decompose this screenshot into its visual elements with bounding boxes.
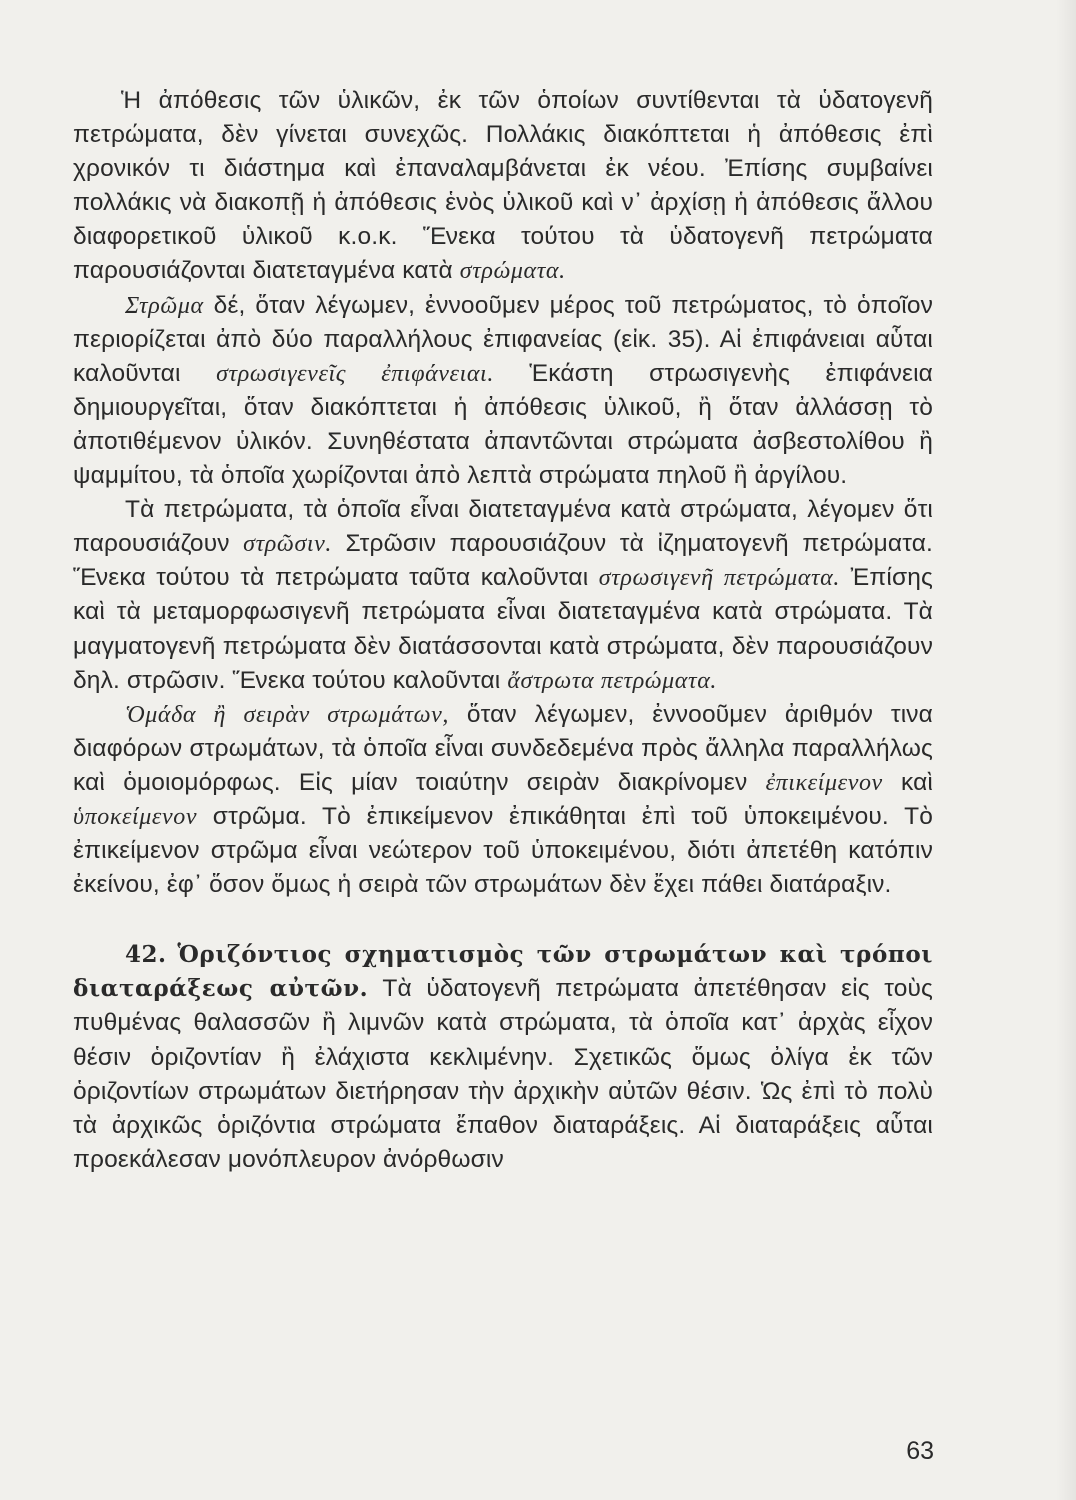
paragraph-text: Τὰ πετρώματα, τὰ ὁποῖα εἶναι διατεταγμένα κατὰ στρώματα, λέγομεν ὅτι παρουσιάζουν	[73, 496, 933, 558]
term-stratum: Στρῶμα	[125, 292, 204, 319]
term-stratification: στρῶσιν.	[243, 531, 333, 558]
page-number: 63	[906, 1437, 934, 1465]
section-paragraph	[73, 938, 933, 1177]
scan-shadow	[1056, 0, 1076, 1500]
paragraph-text: ὅταν λέγωμεν, ἐννοοῦμεν ἀριθμόν τινα διαφόρων στρωμάτων, τὰ ὁποῖα εἶναι συνδεδεμένα πρὸς ἄλληλα παραλλήλως καὶ ὁμοιομόρφως. Εἰς μίαν τοιαύτην σειρὰν διακρίνομεν	[73, 700, 933, 796]
paragraph-deposition	[73, 84, 933, 289]
paragraph-text: δέ, ὅταν λέγωμεν, ἐννοοῦμεν μέρος τοῦ πετρώματος, τὸ ὁποῖον περιορίζεται ἀπὸ δύο παραλλήλους ἐπιφανείας (εἰκ. 35). Αἱ ἐπιφάνειαι αὗται καλοῦνται	[73, 291, 933, 387]
paragraph-stratification	[73, 493, 933, 698]
paragraph-text: καὶ	[882, 768, 933, 796]
term-unstratified-rocks: ἄστρωτα πετρώματα.	[507, 667, 717, 694]
section-number: 42.	[125, 941, 167, 969]
paragraph-text: Ἐπίσης καὶ τὰ μεταμορφωσιγενῆ πετρώματα εἶναι διατεταγμένα κατὰ στρώματα. Τὰ μαγματογενῆ πετρώματα δὲν διατάσσονται κατὰ στρώματα, δὲν παρουσιάζουν δηλ. στρῶσιν. Ἕνεκα τούτου καλοῦνται	[73, 564, 933, 694]
paragraph-stratum	[73, 289, 933, 494]
paragraph-text: στρῶμα. Τὸ ἐπικείμενον ἐπικάθηται ἐπὶ τοῦ ὑποκειμένου. Τὸ ἐπικείμενον στρῶμα εἶναι νεώτερον τοῦ ὑποκειμένου, διότι ἀπετέθη κατόπιν ἐκείνου, ἐφ᾽ ὅσον ὅμως ἡ σειρὰ τῶν στρωμάτων δὲν ἔχει πάθει διατάραξιν.	[73, 802, 933, 899]
paragraph-text: Στρῶσιν παρουσιάζουν τὰ ἰζηματογενῆ πετρώματα. Ἕνεκα τούτου τὰ πετρώματα ταῦτα καλοῦνται	[73, 530, 933, 592]
paragraph-series	[73, 698, 933, 903]
term-underlying: ὑποκείμενον	[73, 803, 198, 830]
section-body: Τὰ ὑδατογενῆ πετρώματα ἀπετέθησαν εἰς τοὺς πυθμένας θαλασσῶν ἢ λιμνῶν κατὰ στρώματα, τὰ ὁποῖα κατ᾽ ἀρχὰς εἶχον θέσιν ὁριζοντίαν ἢ ἐλάχιστα κεκλιμένην. Σχετικῶς ὅμως ὀλίγα ἐκ τῶν ὁριζοντίων στρωμάτων διετήρησαν τὴν ἀρχικὴν αὐτῶν θέσιν. Ὡς ἐπὶ τὸ πολὺ τὰ ἀρχικῶς ὁριζόντια στρώματα ἔπαθον διαταράξεις. Αἱ διαταράξεις αὗται προεκάλεσαν μονόπλευρον ἀνόρθωσιν	[73, 975, 933, 1173]
term-overlying: ἐπικείμενον	[765, 769, 883, 796]
term-stratified-rocks: στρωσιγενῆ πετρώματα.	[598, 565, 840, 592]
body-text	[73, 84, 933, 1177]
section-42	[73, 938, 933, 1177]
paragraph-text: Ἑκάστη στρωσιγενὴς ἐπιφάνεια δημιουργεῖται, ὅταν διακόπτεται ἡ ἀπόθεσις ὑλικοῦ, ἢ ὅταν ἀλλάσσῃ τὸ ἀποτιθέμενον ὑλικόν. Συνηθέστατα ἀπαντῶνται στρώματα ἀσβεστολίθου ἢ ψαμμίτου, τὰ ὁποῖα χωρίζονται ἀπὸ λεπτὰ στρώματα πηλοῦ ἢ ἀργίλου.	[73, 359, 933, 490]
section-title: Ὁριζόντιος σχηματισμὸς τῶν στρωμάτων καὶ τρόποι διαταράξεως αὐτῶν.	[73, 941, 933, 1003]
term-strata: στρώματα.	[459, 258, 566, 285]
paragraph-text: Ἡ ἀπόθεσις τῶν ὑλικῶν, ἐκ τῶν ὁποίων συντίθενται τὰ ὑδατογενῆ πετρώματα, δὲν γίνεται συνεχῶς. Πολλάκις διακόπτεται ἡ ἀπόθεσις ἐπὶ χρονικόν τι διάστημα καὶ ἐπαναλαμβάνεται ἐκ νέου. Ἐπίσης συμβαίνει πολλάκις νὰ διακοπῇ ἡ ἀπόθεσις ἑνὸς ὑλικοῦ καὶ ν᾽ ἀρχίσῃ ἡ ἀπόθεσις ἄλλου διαφορετικοῦ ὑλικοῦ κ.ο.κ. Ἕνεκα τούτου τὰ ὑδατογενῆ πετρώματα παρουσιάζονται διατεταγμένα κατὰ	[73, 87, 933, 285]
term-series: Ὁμάδα ἢ σειρὰν στρωμάτων,	[125, 701, 450, 728]
term-bedding-surfaces: στρωσιγενεῖς ἐπιφάνειαι.	[216, 360, 494, 387]
